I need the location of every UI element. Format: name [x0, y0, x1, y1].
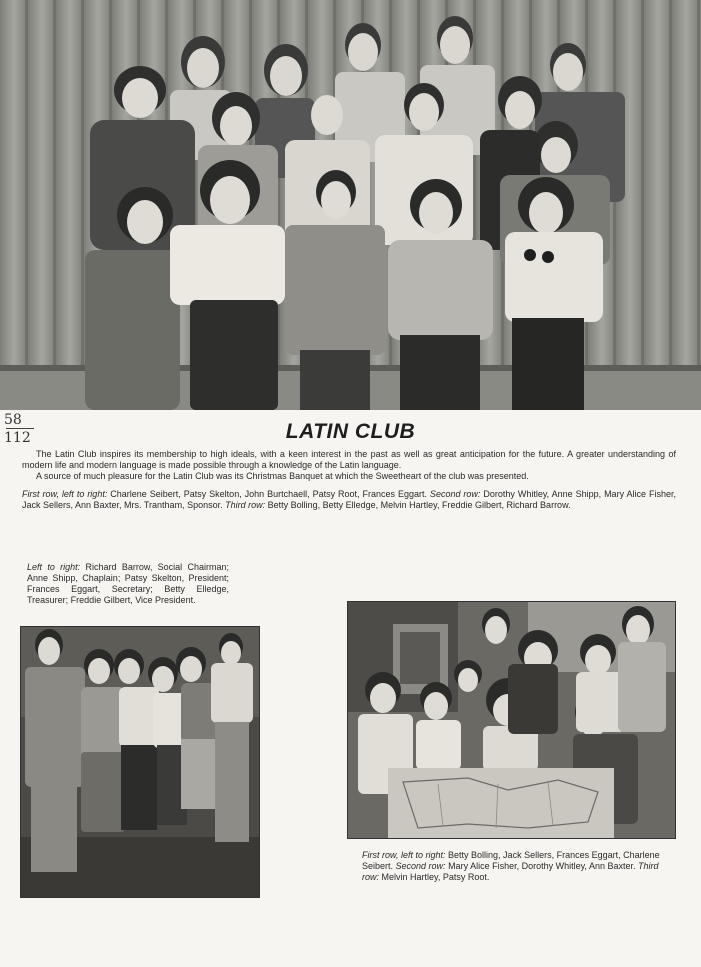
- caption-names: Betty Bolling, Betty Elledge, Melvin Hartley, Freddie Gilbert, Richard Barrow.: [265, 500, 571, 510]
- caption-names: Mary Alice Fisher, Dorothy Whitley, Ann Baxter.: [445, 861, 636, 871]
- caption-label: Left to right:: [27, 562, 81, 572]
- caption-names: Charlene Seibert, Patsy Skelton, John Burtchaell, Patsy Root, Frances Eggart.: [107, 489, 427, 499]
- page-title: LATIN CLUB: [285, 420, 416, 443]
- caption-names: Dorothy Whitley, Anne Shipp, Mary Alice Fisher, Jack Sellers, Ann Baxter, Mrs. Trantham, Sponsor.: [22, 489, 676, 510]
- caption-label: Third row:: [362, 861, 659, 882]
- caption-label: First row, left to right:: [22, 489, 108, 499]
- group-photo-latin-club: [0, 0, 701, 410]
- caption-group-photo: [22, 489, 676, 511]
- caption-names: Richard Barrow, Social Chairman; Anne Shipp, Chaplain; Patsy Skelton, President; Frances Eggart, Secretary; Betty Elledge, Treasurer; Freddie Gilbert, Vice President.: [27, 562, 229, 605]
- caption-officers: [27, 562, 229, 606]
- officers-photo: [20, 626, 260, 898]
- caption-names: Betty Bolling, Jack Sellers, Frances Eggart, Charlene Seibert.: [362, 850, 660, 871]
- map-photo: [347, 601, 676, 839]
- intro-paragraph-1: The Latin Club inspires its membership to high ideals, with a keen interest in the past as well as great anticipation for the future. A greater understanding of modern life and modern language is made possible through a knowledge of the Latin language.: [22, 449, 676, 470]
- caption-label: Second row:: [426, 489, 481, 499]
- intro-text: [22, 449, 676, 482]
- caption-label: Third row:: [222, 500, 266, 510]
- handwritten-number-top: 58: [4, 412, 22, 428]
- handwritten-number-bottom: 112: [4, 430, 31, 446]
- caption-label: Second row:: [393, 861, 446, 871]
- caption-names: Melvin Hartley, Patsy Root.: [379, 872, 490, 882]
- intro-paragraph-2: A source of much pleasure for the Latin Club was its Christmas Banquet at which the Sweetheart of the club was presented.: [36, 471, 529, 481]
- caption-label: First row, left to right:: [362, 850, 446, 860]
- caption-map-photo: [362, 850, 662, 883]
